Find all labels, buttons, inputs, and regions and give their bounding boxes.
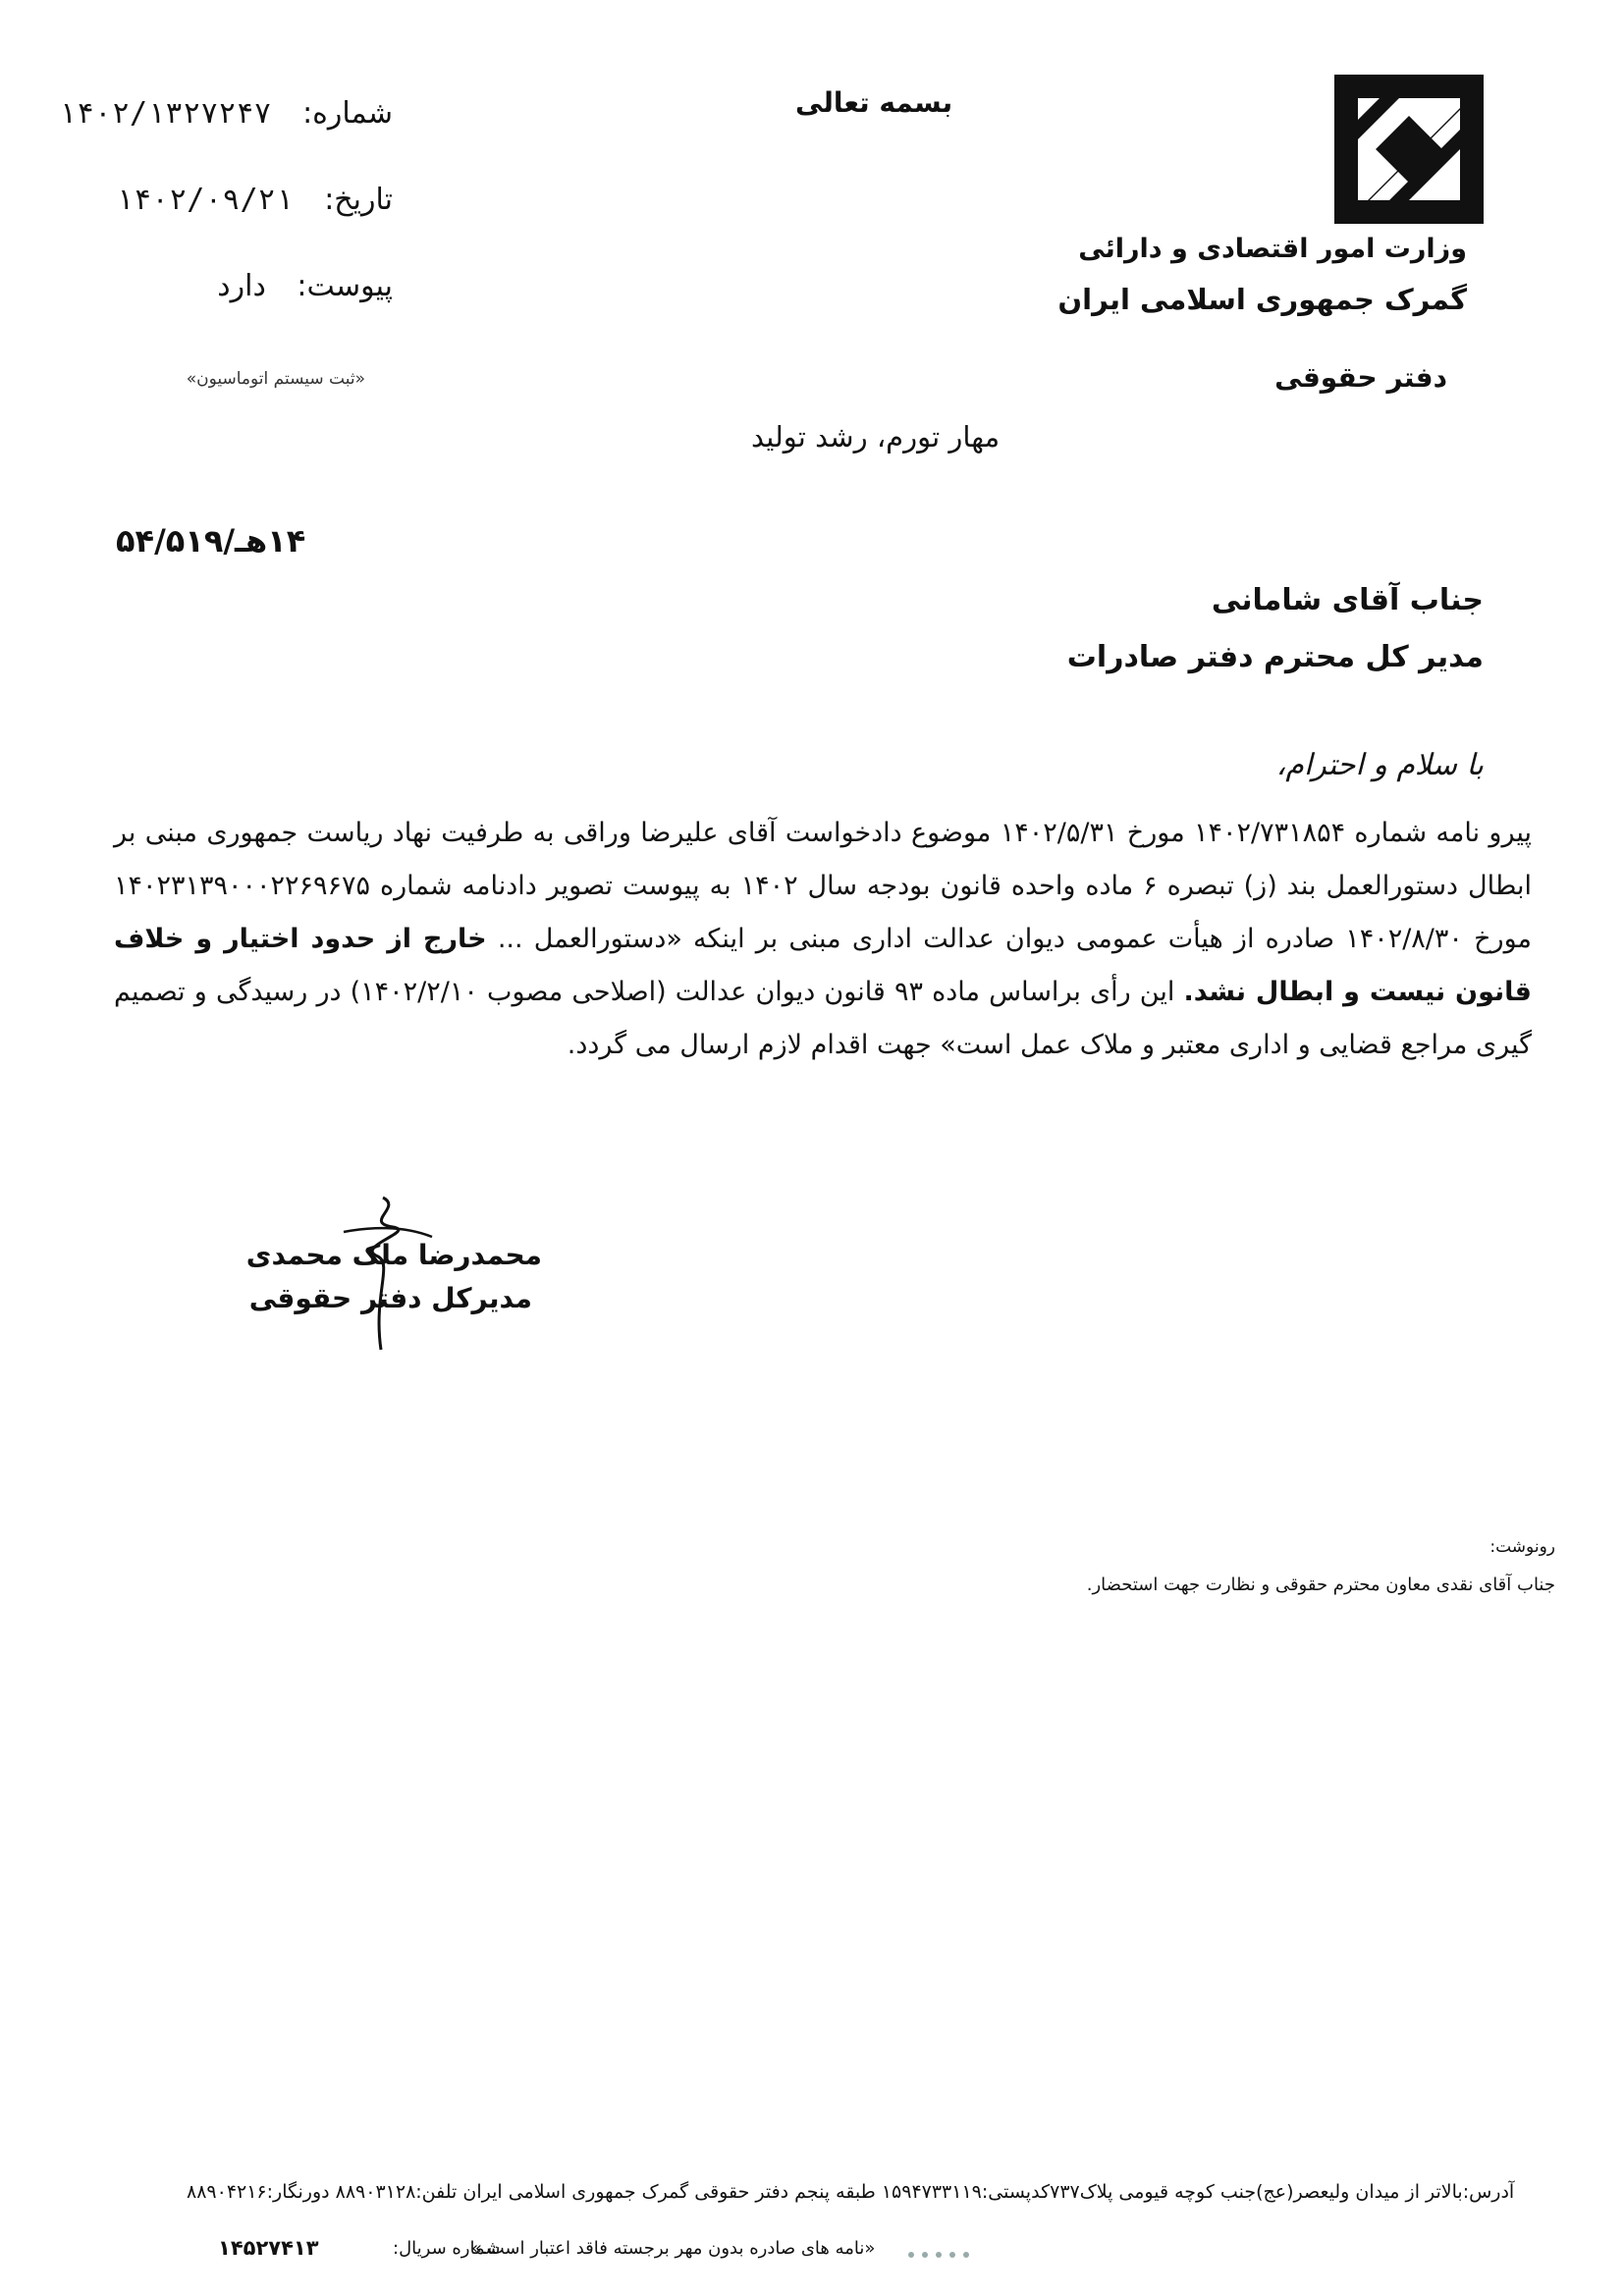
body-part-1: پیرو نامه شماره ۱۴۰۲/۷۳۱۸۵۴ مورخ ۱۴۰۲/۵/۳۱ موضوع دادخواست آقای علیرضا وراقی به طرفیت نهاد ریاست جمهوری مبنی بر ابطال دستورالعمل بند (ز) تبصره ۶ ماده واحده قانون بودجه سال ۱۴۰۲ به پیوست تصویر دادنامه شماره ۱۴۰۲۳۱۳۹۰۰۰۲۲۶۹۶۷۵ مورخ ۱۴۰۲/۸/۳۰ صادره از هیأت عمومی دیوان عدالت اداری مبنی بر اینکه «دستورالعمل ... [114, 818, 1533, 954]
serial-number-label: شماره سریال: [393, 2238, 501, 2259]
signature-scribble-icon [324, 1188, 442, 1355]
letter-number-label: شماره: [302, 96, 393, 131]
addressee-name: جناب آقای شامانی [1211, 583, 1484, 617]
attachment-row [217, 269, 393, 303]
letter-number-value: ۱۴۰۲/۱۳۲۷۲۴۷ [58, 96, 272, 131]
validity-note: «نامه های صادره بدون مهر برجسته فاقد اعتبار است.» [471, 2238, 876, 2259]
letter-body [114, 807, 1532, 1072]
addressee-title: مدیر کل محترم دفتر صادرات [1066, 640, 1484, 674]
letter-number-row [59, 96, 393, 131]
body-part-2: این رأی براساس ماده ۹۳ قانون دیوان عدالت (اصلاحی مصوب ۱۴۰۲/۲/۱۰) در رسیدگی و تصمیم گیری مراجع قضایی و اداری معتبر و ملاک عمل است» جهت اقدام لازم ارسال می گردد. [114, 977, 1532, 1060]
footer-address: آدرس:بالاتر از میدان ولیعصر(عج)جنب کوچه قیومی پلاک۷۳۷کدپستی:۱۵۹۴۷۳۳۱۱۹ طبقه پنجم دفتر حقوقی گمرک جمهوری اسلامی ایران تلفن:۸۸۹۰۳۱۲۸ دورنگار:۸۸۹۰۴۲۱۶ [187, 2181, 1515, 2203]
organization-name: گمرک جمهوری اسلامی ایران [1057, 283, 1467, 316]
serial-number-value: ۱۴۵۲۷۴۱۳ [218, 2236, 319, 2260]
ministry-name: وزارت امور اقتصادی و دارائی [1078, 234, 1467, 264]
automation-note: «ثبت سیستم اتوماسیون» [186, 369, 365, 389]
attachment-value: دارد [217, 269, 266, 303]
letter-date-label: تاریخ: [324, 183, 393, 217]
department-name: دفتر حقوقی [1274, 361, 1447, 394]
greeting: با سلام و احترام، [1275, 748, 1484, 782]
letter-date-value: ۱۴۰۲/۰۹/۲۱ [116, 183, 294, 217]
embossed-stamp-mark-icon [903, 2248, 982, 2262]
attachment-label: پیوست: [297, 269, 393, 303]
body-bold-verdict: خارج از حدود اختیار و خلاف قانون نیست و ابطال نشد. [114, 924, 1532, 1007]
reference-code: ۱۴هـ/۵۴/۵۱۹ [116, 522, 306, 560]
bismillah-heading: بسمه تعالی [795, 86, 953, 119]
year-slogan: مهار تورم، رشد تولید [751, 420, 1001, 454]
cc-label: رونوشت: [1489, 1537, 1555, 1557]
cc-recipient: جناب آقای نقدی معاون محترم حقوقی و نظارت جهت استحضار. [1086, 1575, 1555, 1595]
letter-date-row [116, 183, 393, 217]
signatory-title: مدیرکل دفتر حقوقی [248, 1282, 532, 1314]
signatory-name: محمدرضا ملک محمدی [245, 1239, 542, 1271]
customs-logo-icon [1330, 71, 1488, 228]
